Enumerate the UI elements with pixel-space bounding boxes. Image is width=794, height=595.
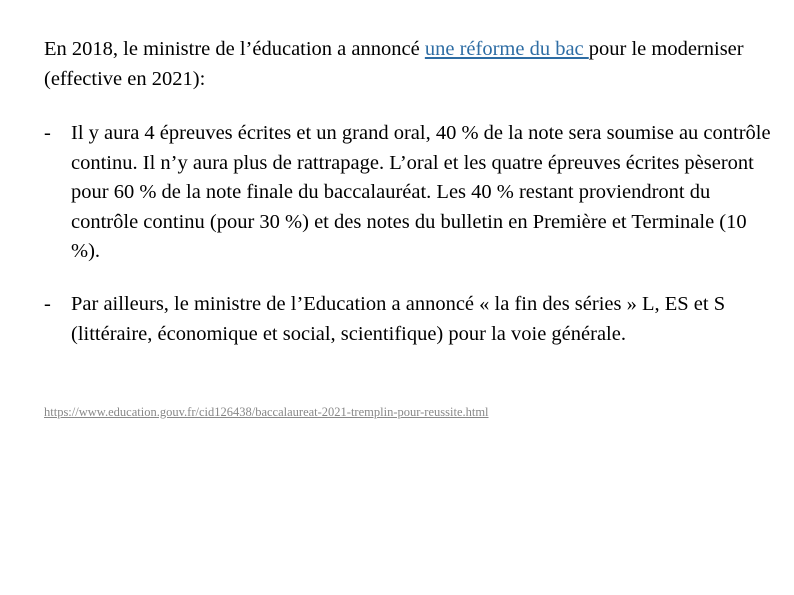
bullet-text: Il y aura 4 épreuves écrites et un grand oral, 40 % de la note sera soumise au contrôle continu. Il n’y aura plus de rattrapage. L’oral et les quatre épreuves écrites pèseront pour 60 % de la note finale du baccalauréat. Les 40 % restant proviendront du contrôle continu (pour 30 %) et des notes du bulletin en Première et Terminale (10 %). bbox=[71, 122, 771, 262]
bullet-marker: - bbox=[44, 122, 51, 144]
reform-link[interactable]: une réforme du bac bbox=[424, 38, 589, 60]
bullet-marker: - bbox=[44, 293, 51, 315]
bullet-text: Par ailleurs, le ministre de l’Education a annoncé « la fin des séries » L, ES et S (littéraire, économique et social, scientifique) pour la voie générale. bbox=[71, 293, 726, 345]
intro-text-after-link: pour le moderniser (effective en 2021): bbox=[44, 38, 744, 90]
bullet-item-exams bbox=[44, 119, 774, 267]
intro-paragraph bbox=[44, 34, 774, 94]
intro-text-before-link: En 2018, le ministre de l’éducation a annoncé bbox=[44, 38, 425, 60]
bullet-item-series bbox=[44, 290, 774, 349]
source-link[interactable]: https://www.education.gouv.fr/cid126438/baccalaureat-2021-tremplin-pour-reussite.html bbox=[44, 405, 489, 419]
